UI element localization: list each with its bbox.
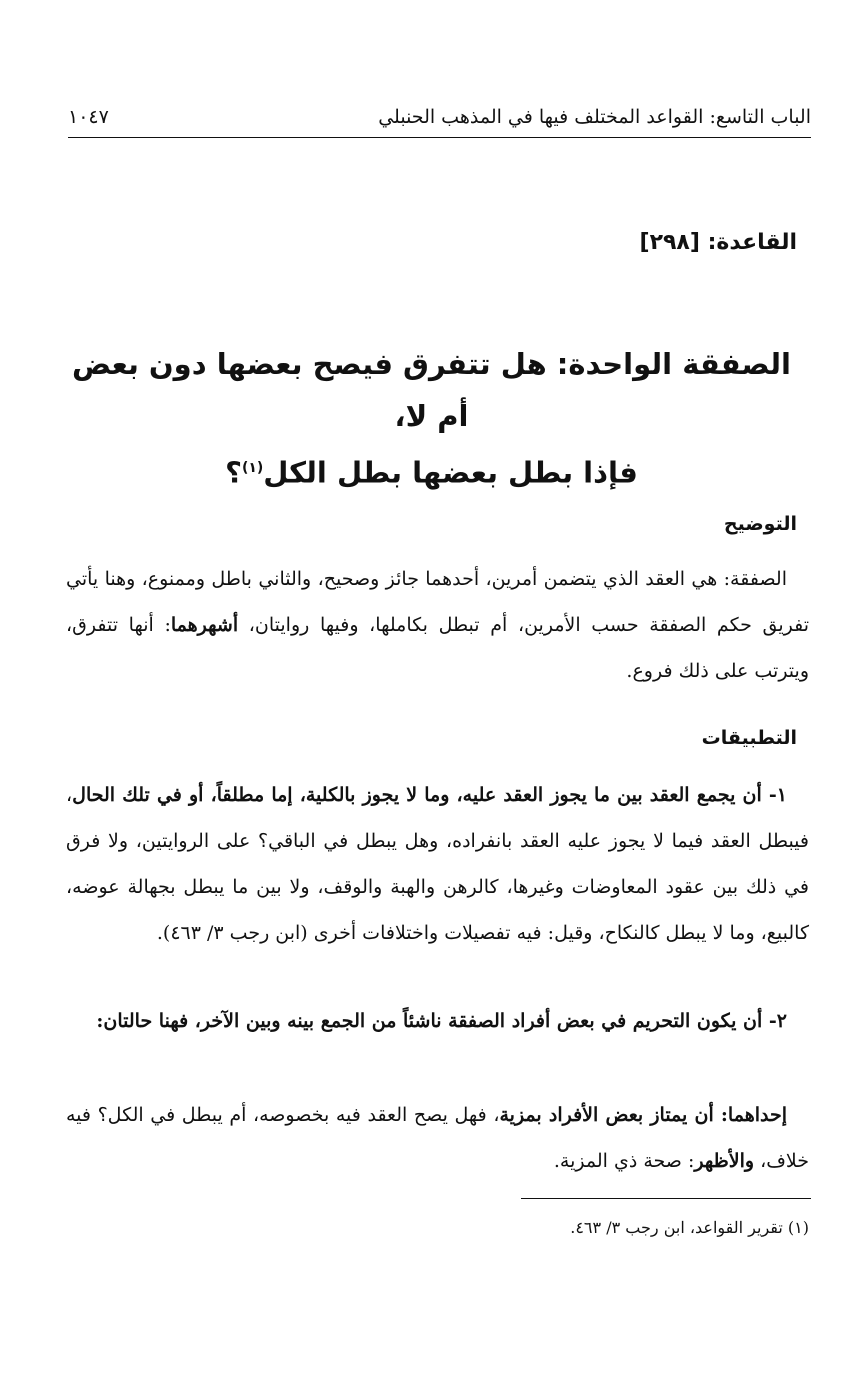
applications-heading: التطبيقات xyxy=(701,727,797,749)
rule-number-label: القاعدة: [٢٩٨] xyxy=(639,230,797,255)
page-number: ١٠٤٧ xyxy=(68,106,109,128)
running-header xyxy=(68,100,811,134)
item-3-text-2: : صحة ذي المزية. xyxy=(553,1150,695,1172)
explanation-bold: أشهرهما xyxy=(170,614,239,636)
rule-title-line-1: الصفقة الواحدة: هل تتفرق فيصح بعضها دون بعض أم لا، xyxy=(72,347,791,433)
rule-title-end: ؟ xyxy=(225,455,242,490)
rule-title xyxy=(60,338,803,499)
item-3-bold-1: إحداهما: أن يمتاز بعض الأفراد بمزية xyxy=(499,1104,787,1126)
item-2-bold: ٢- أن يكون التحريم في بعض أفراد الصفقة ناشئاً من الجمع بينه وبين الآخر، فهنا حالتان: xyxy=(96,1010,787,1032)
application-item-3 xyxy=(66,1092,809,1184)
explanation-heading: التوضيح xyxy=(723,513,797,535)
item-1-text: ، فيبطل العقد فيما لا يجوز عليه العقد بانفراده، وهل يبطل في الباقي؟ على الروايتين، ولا فرق في ذلك بين عقود المعاوضات وغيرها، كالرهن والهبة والوقف، ولا بين ما يبطل بجهالة عوضه، كالبيع، وما لا يبطل كالنكاح، وقيل: فيه تفصيلات واختلافات أخرى (ابن رجب ٣/ ٤٦٣). xyxy=(66,784,809,944)
rule-title-line-2 xyxy=(60,442,803,499)
application-item-2 xyxy=(66,998,809,1044)
footnote: (١) تقرير القواعد، ابن رجب ٣/ ٤٦٣. xyxy=(570,1218,809,1237)
application-item-1 xyxy=(66,772,809,956)
item-3-text-1: ، فهل يصح العقد فيه بخصوصه، أم يبطل في الكل؟ فيه خلاف، xyxy=(66,1104,809,1172)
header-title: الباب التاسع: القواعد المختلف فيها في المذهب الحنبلي xyxy=(378,106,811,128)
explanation-text-a: الصفقة: هي العقد الذي يتضمن أمرين، أحدهما جائز وصحيح، والثاني باطل وممنوع، وهنا يأتي تفريق حكم الصفقة حسب الأمرين، أم تبطل بكاملها، وفيها روايتان، xyxy=(66,568,809,636)
item-1-bold: ١- أن يجمع العقد بين ما يجوز العقد عليه، وما لا يجوز بالكلية، إما مطلقاً، أو في تلك الحال xyxy=(72,784,787,806)
item-3-bold-2: والأظهر xyxy=(694,1150,755,1172)
explanation-paragraph xyxy=(66,556,809,694)
explanation-text-b: : أنها تتفرق، ويترتب على ذلك فروع. xyxy=(66,614,809,682)
rule-title-line-2-text: فإذا بطل بعضها بطل الكل xyxy=(263,455,638,490)
header-divider xyxy=(68,137,811,138)
footnote-reference[interactable]: (١) xyxy=(241,460,264,476)
footnote-divider xyxy=(521,1198,811,1199)
